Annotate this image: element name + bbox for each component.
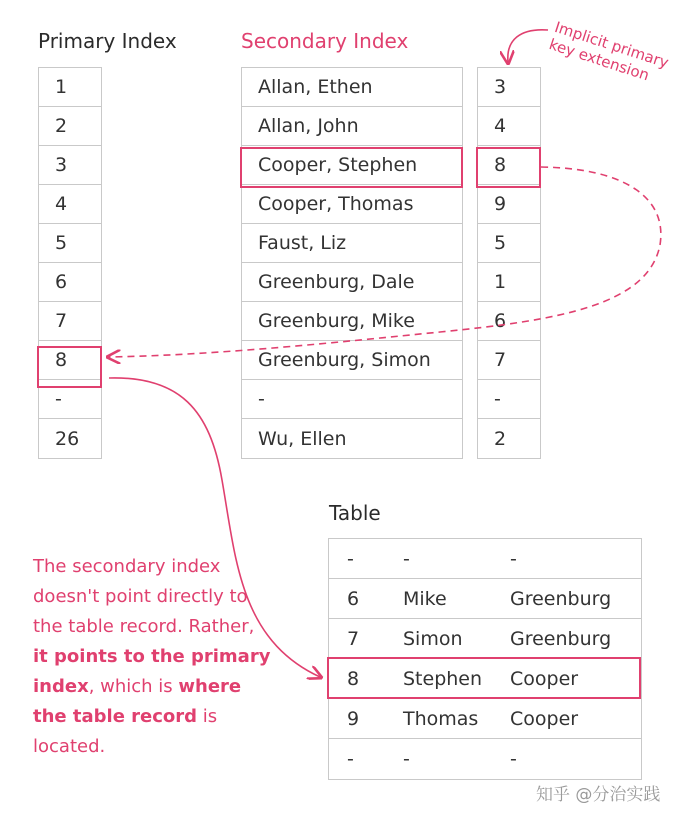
implicit-pk-label: Implicit primary key extension bbox=[546, 18, 671, 85]
primary-index-cell: 2 bbox=[39, 107, 101, 146]
table-cell: Thomas bbox=[403, 707, 479, 730]
table-cell: 7 bbox=[347, 627, 360, 650]
primary-index-cell: 7 bbox=[39, 302, 101, 341]
pk-extension-cell: 2 bbox=[494, 427, 507, 450]
watermark: 知乎 @分治实践 bbox=[536, 785, 661, 805]
secondary-index-cell: Greenburg, Simon bbox=[242, 341, 462, 380]
secondary-index-cell: Faust, Liz bbox=[242, 224, 462, 263]
primary-index-title: Primary Index bbox=[38, 29, 177, 53]
secondary-index-cell: Cooper, Thomas bbox=[242, 185, 462, 224]
pk-extension-cell: - bbox=[478, 380, 540, 419]
table-cell: Cooper bbox=[510, 707, 579, 730]
table-cell: 9 bbox=[347, 707, 360, 730]
secondary-index-cell: - bbox=[242, 380, 462, 419]
table-cell: Cooper bbox=[510, 667, 579, 690]
table-cell: Simon bbox=[403, 627, 463, 650]
table-cell: - bbox=[347, 547, 354, 570]
pk-extension-cell: 4 bbox=[478, 107, 540, 146]
pk-extension-cell: 7 bbox=[478, 341, 540, 380]
secondary-index-cell: Wu, Ellen bbox=[258, 427, 347, 450]
table-cell: - bbox=[510, 547, 517, 570]
pk-extension-cell: 1 bbox=[478, 263, 540, 302]
primary-index-cell: 5 bbox=[39, 224, 101, 263]
primary-to-table-arrow bbox=[109, 378, 320, 677]
secondary-index-cell: Greenburg, Mike bbox=[242, 302, 462, 341]
primary-index-cell: 3 bbox=[39, 146, 101, 185]
table-cell: - bbox=[510, 748, 517, 770]
pk-extension-cell: 3 bbox=[478, 68, 540, 107]
table-cell: - bbox=[347, 748, 354, 770]
table-cell: 6 bbox=[347, 587, 360, 610]
primary-index-cell: 8 bbox=[39, 341, 101, 380]
secondary-index-title: Secondary Index bbox=[241, 29, 409, 53]
primary-index-cell: 4 bbox=[39, 185, 101, 224]
note-text-3: , which is bbox=[88, 676, 173, 697]
pk-extension-cell: 6 bbox=[478, 302, 540, 341]
pk-extension-cell: 9 bbox=[478, 185, 540, 224]
table-cell: Greenburg bbox=[510, 587, 612, 610]
secondary-index-cell: Allan, Ethen bbox=[242, 68, 462, 107]
table-cell: - bbox=[403, 748, 410, 770]
primary-index-cell: - bbox=[39, 380, 101, 419]
table-cell: - bbox=[403, 547, 410, 570]
table-cell: Mike bbox=[403, 587, 447, 610]
implicit-label-arrow bbox=[508, 30, 548, 62]
pk-extension-cell: 8 bbox=[478, 146, 540, 185]
note-text-4: where the table record bbox=[33, 676, 242, 727]
secondary-index-cell: Cooper, Stephen bbox=[242, 146, 462, 185]
primary-index-cell: 26 bbox=[55, 427, 80, 450]
table-cell: 8 bbox=[347, 667, 360, 690]
note-text-2: it points to the primary index bbox=[33, 646, 271, 697]
note-text-1: The secondary index doesn't point directly to the table record. Rather, bbox=[33, 556, 255, 637]
table-title: Table bbox=[329, 501, 381, 525]
secondary-index-cell: Allan, John bbox=[242, 107, 462, 146]
note-text-5: is located. bbox=[33, 706, 218, 757]
pk-to-primary-arrow bbox=[109, 167, 661, 357]
table-cell: Greenburg bbox=[510, 627, 612, 650]
pk-extension-cell: 5 bbox=[478, 224, 540, 263]
table-cell: Stephen bbox=[403, 667, 483, 690]
primary-index-cell: 6 bbox=[39, 263, 101, 302]
secondary-index-cell: Greenburg, Dale bbox=[242, 263, 462, 302]
primary-index-cell: 1 bbox=[39, 68, 101, 107]
